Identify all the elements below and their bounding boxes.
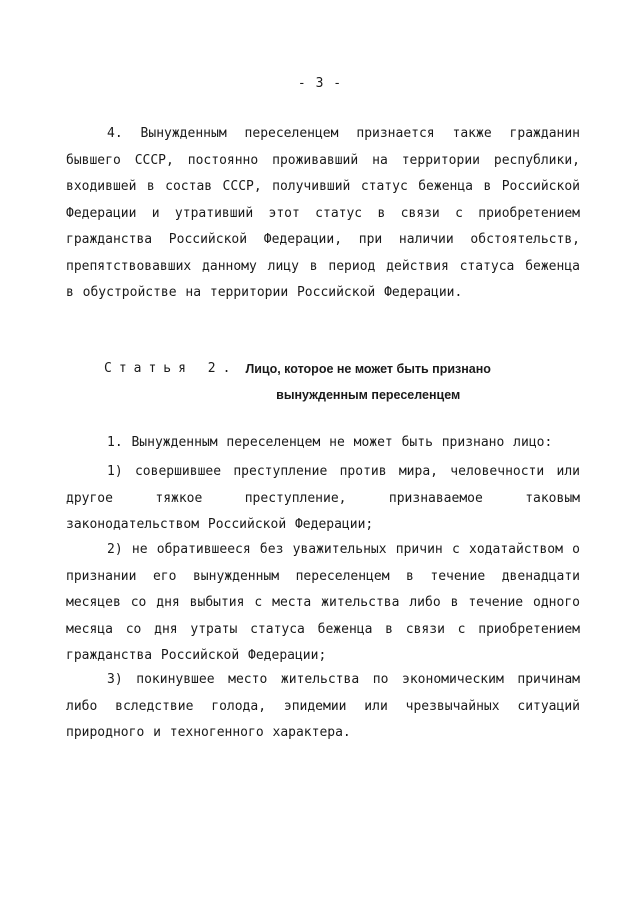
paragraph-4-forced-migrant-former-ussr: 4. Вынужденным переселенцем признается также гражданин бывшего СССР, постоянно проживавший на территории республики, входившей в состав СССР, получивший статус беженца в Российской Федерации и утративший этот статус в связи с приобретением гражданства Российской Федерации, при наличии обстоятельств, препятствовавших данному лицу в период действия статуса беженца в обустройстве на территории Российской Федерации.	[66, 126, 580, 300]
article-title	[245, 356, 490, 408]
page-number: - 3 -	[297, 76, 343, 91]
paragraph-item-2: 2) не обратившееся без уважительных причин с ходатайством о признании его вынужденным переселенцем в течение двенадцати месяцев со дня выбытия с места жительства либо в течение одного месяца со дня утраты статуса беженца в связи с приобретением гражданства Российской Федерации;	[66, 542, 580, 663]
article-label: Статья 2.	[104, 361, 238, 376]
paragraph-item-1: 1) совершившее преступление против мира, человечности или другое тяжкое преступление, признаваемое таковым законодательством Российской Федерации;	[66, 464, 580, 532]
article-title-line-1: Лицо, которое не может быть признано	[245, 362, 491, 376]
paragraph-item-3: 3) покинувшее место жительства по экономическим причинам либо вследствие голода, эпидемии или чрезвычайных ситуаций природного и техногенного характера.	[66, 672, 580, 740]
paragraph-1-intro: 1. Вынужденным переселенцем не может быть признано лицо:	[107, 435, 553, 450]
article-title-line-2: вынужденным переселенцем	[276, 388, 461, 402]
article-heading	[104, 356, 584, 408]
